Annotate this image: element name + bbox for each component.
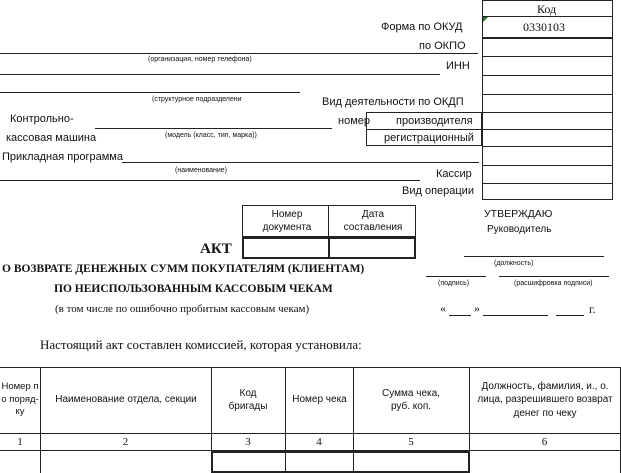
code-row-line bbox=[482, 165, 613, 166]
date-open-quote: « bbox=[440, 301, 446, 315]
col-number-3: 3 bbox=[245, 436, 251, 448]
date-close-quote: » bbox=[474, 301, 480, 315]
signature-line bbox=[426, 276, 486, 277]
code-header: Код bbox=[537, 2, 557, 16]
commission-text: Настоящий акт составлен комиссией, которая установила: bbox=[40, 337, 362, 352]
okud-code-value: 0330103 bbox=[523, 20, 565, 34]
kkm-number-divider bbox=[366, 129, 482, 130]
organization-line bbox=[0, 53, 478, 54]
code-row-line bbox=[482, 56, 613, 57]
code-row-line bbox=[482, 129, 613, 130]
col-number-6: 6 bbox=[541, 436, 548, 448]
subdivision-line bbox=[0, 92, 300, 93]
decode-caption: (расшифровка подписи) bbox=[514, 280, 593, 287]
act-title: АКТ bbox=[200, 241, 232, 257]
code-row-line bbox=[482, 112, 613, 113]
position-caption: (должность) bbox=[494, 260, 534, 267]
program-line bbox=[122, 162, 479, 163]
kkm-model-line bbox=[95, 128, 332, 129]
program-caption: (наименование) bbox=[175, 167, 227, 174]
col-header-responsible: Должность, фамилия, и., о. лица, разрешившего возврат денег по чеку bbox=[477, 380, 613, 419]
main-table-col-line bbox=[40, 367, 41, 473]
title-line-3: (в том числе по ошибочно пробитым кассовым чекам) bbox=[55, 303, 310, 315]
subdivision-caption: (структурное подразделени bbox=[152, 96, 242, 103]
program-label: Прикладная программа bbox=[2, 151, 123, 163]
doc-values-divider bbox=[328, 237, 330, 259]
decode-line bbox=[499, 276, 609, 277]
date-day-line bbox=[449, 315, 471, 316]
okpo-label: по ОКПО bbox=[419, 40, 466, 52]
kkm-label-2: кассовая машина bbox=[6, 132, 97, 144]
kassir-label: Кассир bbox=[436, 168, 472, 180]
col-header-department: Наименование отдела, секции bbox=[55, 394, 197, 406]
code-row-line bbox=[482, 183, 613, 184]
registratsionny-label: регистрационный bbox=[384, 132, 474, 144]
nomer-label: номер bbox=[338, 115, 370, 127]
position-line bbox=[464, 256, 604, 257]
code-row-line bbox=[482, 37, 613, 39]
year-suffix: г. bbox=[589, 302, 596, 316]
approve-title: УТВЕРЖДАЮ bbox=[484, 208, 553, 220]
col-number-5: 5 bbox=[408, 436, 414, 448]
kkm-label-1: Контрольно- bbox=[10, 113, 74, 125]
col-header-check-sum: Сумма чека, руб. коп. bbox=[382, 387, 440, 412]
doc-number-header: Номер документа bbox=[262, 209, 312, 233]
proizvoditelya-label: производителя bbox=[396, 115, 473, 127]
code-row-line bbox=[482, 146, 613, 147]
signature-caption: (подпись) bbox=[438, 280, 470, 287]
title-line-2: ПО НЕИСПОЛЬЗОВАННЫМ КАССОВЫМ ЧЕКАМ bbox=[54, 283, 333, 295]
approve-role: Руководитель bbox=[487, 224, 552, 235]
forma-okud-label: Форма по ОКУД bbox=[381, 21, 463, 33]
col-header-brigade: Код бригады bbox=[228, 387, 268, 412]
model-caption: (модель (класс, тип, марка)) bbox=[165, 132, 257, 139]
date-year-line bbox=[556, 315, 584, 316]
col-header-number: Номер по поряд-ку bbox=[1, 380, 39, 418]
vid-operatsii-label: Вид операции bbox=[402, 185, 474, 197]
col-header-check-number: Номер чека bbox=[292, 394, 347, 406]
code-box-corner-mark bbox=[483, 17, 488, 22]
col-number-1: 1 bbox=[17, 436, 23, 448]
title-line-1: О ВОЗВРАТЕ ДЕНЕЖНЫХ СУММ ПОКУПАТЕЛЯМ (КЛИЕНТАМ) bbox=[2, 263, 365, 275]
col-number-4: 4 bbox=[316, 436, 322, 448]
date-month-line bbox=[483, 315, 548, 316]
code-box-divider bbox=[482, 16, 613, 17]
main-table-entry-box bbox=[211, 451, 470, 473]
okdp-label: Вид деятельности по ОКДП bbox=[322, 96, 464, 108]
col-number-2: 2 bbox=[122, 436, 129, 448]
doc-date-header: Дата составления bbox=[343, 209, 403, 233]
main-table-top bbox=[0, 367, 621, 368]
code-row-line bbox=[482, 94, 613, 95]
inn-label: ИНН bbox=[446, 60, 470, 72]
organization-caption: (организация, номер телефона) bbox=[148, 56, 252, 63]
code-row-line bbox=[482, 75, 613, 76]
program-line-2 bbox=[0, 180, 420, 181]
organization-line-2 bbox=[0, 74, 440, 75]
